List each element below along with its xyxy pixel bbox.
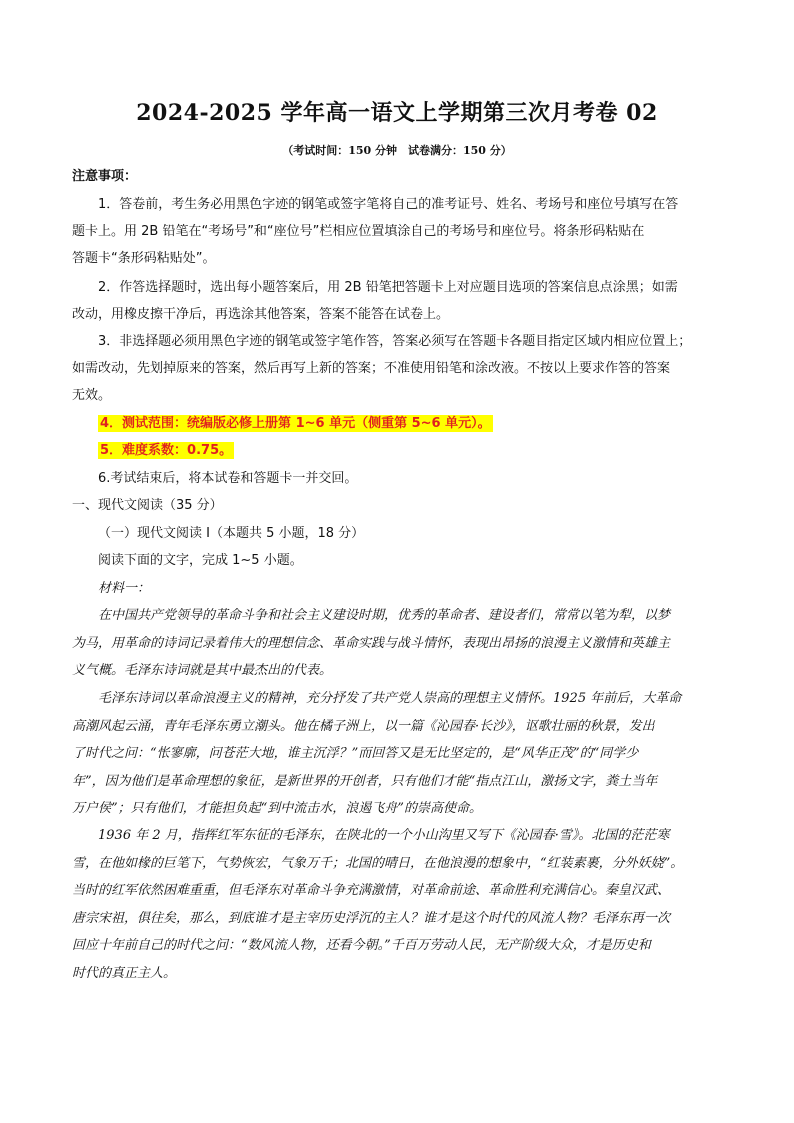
paragraph-2 xyxy=(72,685,722,823)
highlighted-difficulty: 5．难度系数：0.75。 xyxy=(100,443,233,458)
notice-item-3 xyxy=(72,328,722,409)
subsection-heading: （一）现代文阅读 I（本题共 5 小题，18 分） xyxy=(98,526,365,541)
paragraph-1 xyxy=(72,602,722,685)
notice-item-2 xyxy=(72,274,722,328)
paragraph-line: 雪，在他如椽的巨笔下，气势恢宏，气象万千；北国的晴日，在他浪漫的想象中，“红装素裹，分外妖娆”。 xyxy=(72,855,684,871)
paragraph-line: 高潮风起云涌，青年毛泽东勇立潮头。他在橘子洲上，以一篇《沁园春·长沙》，讴歌壮丽的秋景，发出 xyxy=(72,718,655,734)
notice-line: 答题卡“条形码粘贴处”。 xyxy=(72,251,216,266)
paragraph-line: 为马，用革命的诗词记录着伟大的理想信念、革命实践与战斗情怀，表现出昂扬的浪漫主义激情和英雄主 xyxy=(72,635,671,651)
notice-line: 改动，用橡皮擦干净后，再选涂其他答案，答案不能答在试卷上。 xyxy=(72,307,450,322)
exam-info: （考试时间：150 分钟 试卷满分：150 分） xyxy=(282,144,512,157)
paragraph-line: 年”，因为他们是革命理想的象征，是新世界的开创者，只有他们才能“指点江山，激扬文字，粪土当年 xyxy=(72,773,658,789)
paragraph-3 xyxy=(72,822,722,987)
reading-instruction: 阅读下面的文字，完成 1~5 小题。 xyxy=(98,553,303,568)
paragraph-line: 在中国共产党领导的革命斗争和社会主义建设时期，优秀的革命者、建设者们，常常以笔为犁，以梦 xyxy=(98,608,671,623)
notice-line: 如需改动，先划掉原来的答案，然后再写上新的答案；不准使用铅笔和涂改液。不按以上要求作答的答案 xyxy=(72,361,671,376)
notice-heading: 注意事项： xyxy=(72,169,138,184)
paragraph-line: 1936 年 2 月，指挥红军东征的毛泽东，在陕北的一个小山沟里又写下《沁园春·雪》。北国的茫茫寒 xyxy=(98,828,670,843)
paragraph-line: 万户侯”；只有他们，才能担负起“到中流击水，浪遏飞舟”的崇高使命。 xyxy=(72,801,482,816)
notice-line: 题卡上。用 2B 铅笔在“考场号”和“座位号”栏相应位置填涂自己的考场号和座位号。将条形码粘贴在 xyxy=(72,224,645,239)
notice-item-5 xyxy=(72,437,748,464)
section-heading: 一、现代文阅读（35 分） xyxy=(72,498,223,513)
paragraph-line: 了时代之问：“怅寥廓，问苍茫大地，谁主沉浮？”而回答又是无比坚定的，是“风华正茂”的“同学少 xyxy=(72,746,639,761)
paragraph-line: 时代的真正主人。 xyxy=(72,965,177,981)
paragraph-line: 回应十年前自己的时代之问：“数风流人物，还看今朝。”千百万劳动人民，无产阶级大众，才是历史和 xyxy=(72,938,651,953)
paragraph-line: 义气概。毛泽东诗词就是其中最杰出的代表。 xyxy=(72,663,333,678)
notice-item-4 xyxy=(72,410,748,437)
notice-line: 2．作答选择题时，选出每小题答案后，用 2B 铅笔把答题卡上对应题目选项的答案信息点涂黑；如需 xyxy=(98,280,678,295)
page-title: 2024-2025 学年高一语文上学期第三次月考卷 02 xyxy=(136,100,658,126)
highlighted-test-scope: 4．测试范围：统编版必修上册第 1~6 单元（侧重第 5~6 单元）。 xyxy=(100,416,491,431)
paragraph-line: 当时的红军依然困难重重，但毛泽东对革命斗争充满激情，对革命前途、革命胜利充满信心。秦皇汉武、 xyxy=(72,883,671,898)
notice-line: 3．非选择题必须用黑色字迹的钢笔或签字笔作答，答案必须写在答题卡各题目指定区域内相应位置上； xyxy=(98,334,692,349)
notice-item-1 xyxy=(72,191,722,272)
notice-item-6: 6.考试结束后，将本试卷和答题卡一并交回。 xyxy=(98,471,358,486)
notice-line: 1．答卷前，考生务必用黑色字迹的钢笔或签字笔将自己的准考证号、姓名、考场号和座位号填写在答 xyxy=(98,197,679,212)
notice-line: 无效。 xyxy=(72,388,112,403)
material-label: 材料一： xyxy=(98,581,151,596)
paragraph-line: 唐宗宋祖，俱往矣，那么，到底谁才是主宰历史浮沉的主人？谁才是这个时代的风流人物？毛泽东再一次 xyxy=(72,910,671,926)
paragraph-line: 毛泽东诗词以革命浪漫主义的精神，充分抒发了共产党人崇高的理想主义情怀。1925 年前后，大革命 xyxy=(98,691,682,706)
